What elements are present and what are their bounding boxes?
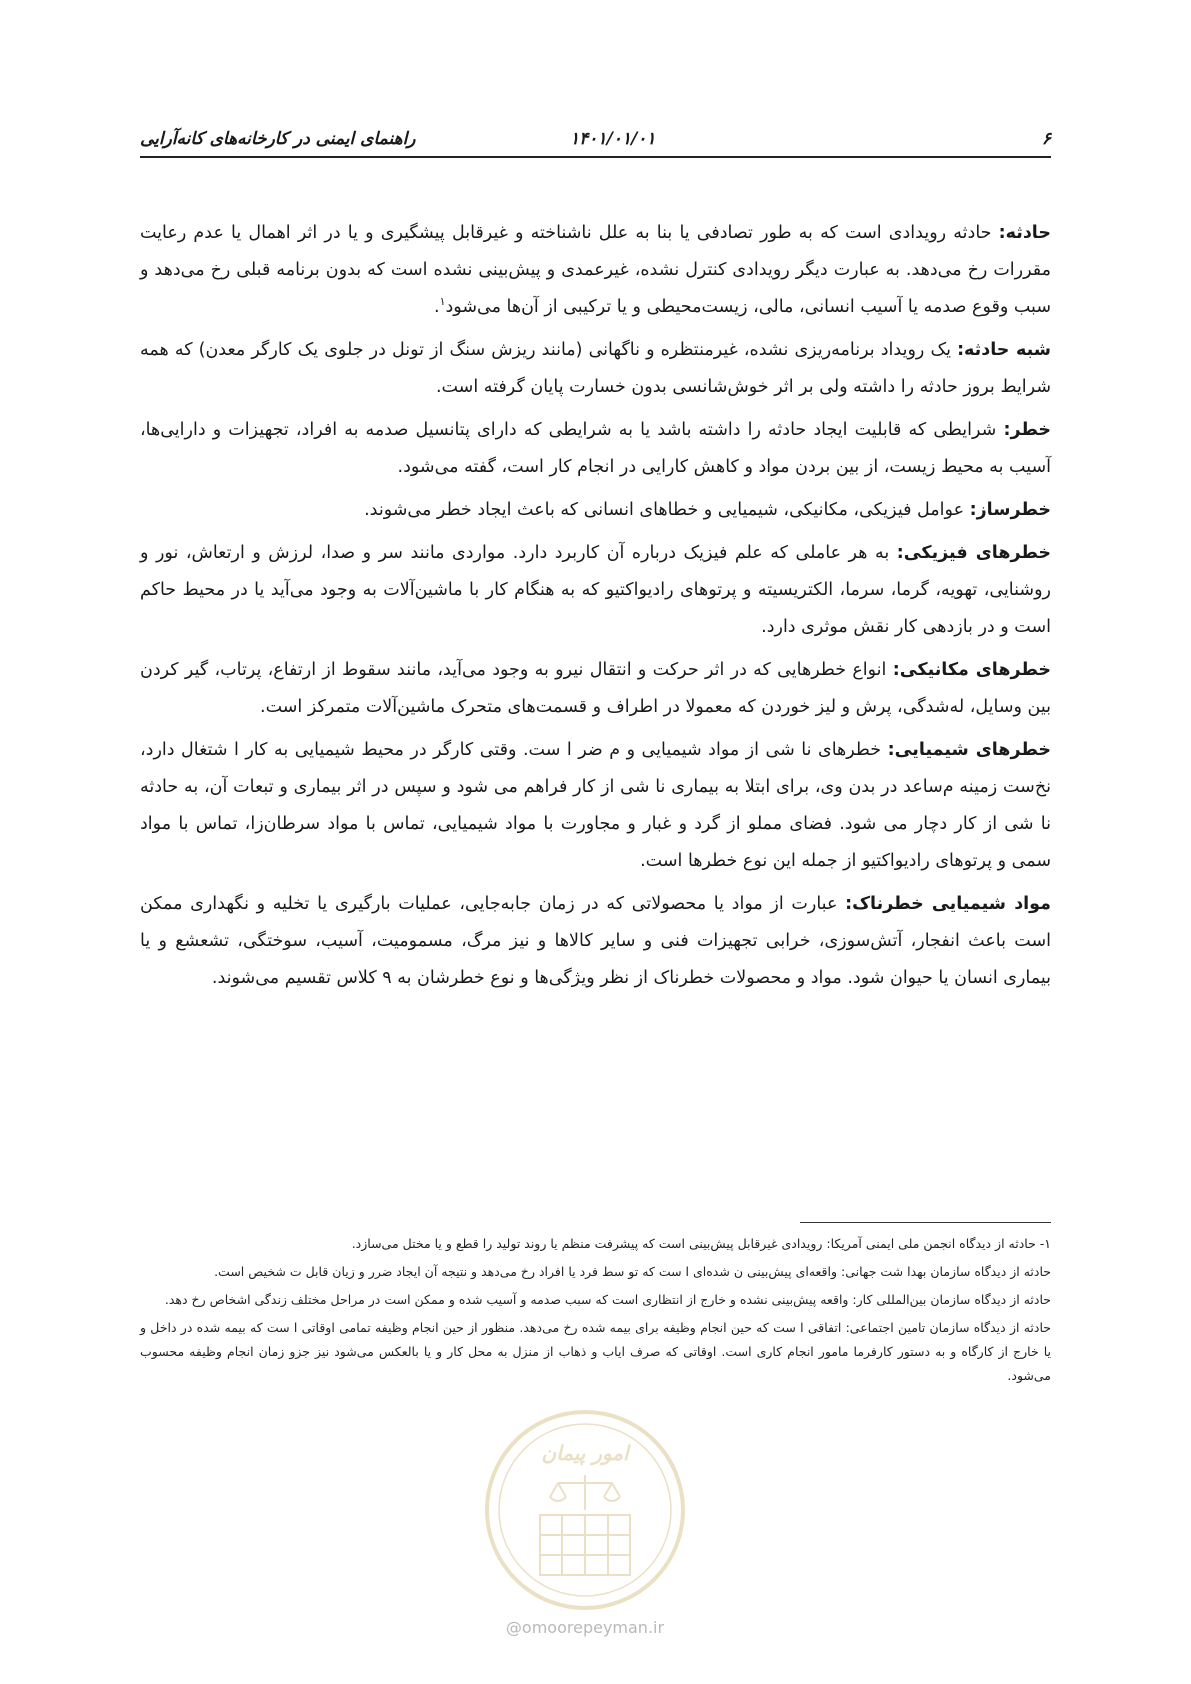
term: حادثه: <box>998 223 1051 243</box>
footnote-divider <box>800 1222 1051 1223</box>
definition-text: حادثه رویدادی است که به طور تصادفی یا بنا به علل ناشناخته و غیرقابل پیشگیری و یا در اثر اهمال یا عدم رعایت مقررات رخ می‌دهد. به عبارت دیگر رویدادی کنترل نشده، غیرعمدی و پیش‌بینی نشده است که بدون برنامه قبلی رخ می‌دهد و سبب وقوع صدمه یا آسیب انسانی، مالی، زیست‌محیطی و یا ترکیبی از آن‌ها می‌شود <box>140 223 1051 317</box>
definition-text: عوامل فیزیکی، مکانیکی، شیمیایی و خطاهای انسانی که باعث ایجاد خطر می‌شوند. <box>364 500 970 520</box>
header-divider <box>140 156 1051 158</box>
main-text <box>140 215 1051 1003</box>
term: خطر: <box>1003 420 1051 440</box>
watermark-scales-icon <box>550 1475 620 1510</box>
definition-physical-hazards <box>140 535 1051 646</box>
footnote: ۱- حادثه از دیدگاه انجمن ملی ایمنی آمریکا: رویدادی غیرقابل پیش‌بینی است که پیشرفت منظم یا روند تولید را قطع و یا مختل می‌سازد. <box>351 1236 1051 1251</box>
watermark-grid-icon <box>540 1515 630 1575</box>
definition-text: انواع خطرهایی که در اثر حرکت و انتقال نیرو به وجود می‌آید، مانند سقوط از ارتفاع، پرتاب، گیر کردن بین وسایل، له‌شدگی، پرش و لیز خوردن که معمولا در اطراف و قسمت‌های متحرک ماشین‌آلات متمرکز است. <box>140 660 1051 717</box>
definition-hazard <box>140 412 1051 486</box>
definition-text: خطرهای نا شی از مواد شیمیایی و م ضر ا ست. وقتی کارگر در محیط شیمیایی به کار ا شتغال دارد، نخ‌ست زمینه م‌ساعد در بدن وی، برای ابتلا به بیماری نا شی از کار فراهم می شود و سپس در اثر بیماری و تبعات آن، به حادثه نا شی از کار دچار می شود. فضای مملو از گرد و غبار و مجاورت با مواد شیمیایی، تماس با مواد سرطان‌زا، تماس با مواد سمی و پرتوهای رادیواکتیو از جمله این نوع خطرها است. <box>140 740 1051 871</box>
term: خطرهای شیمیایی: <box>887 740 1051 760</box>
term: مواد شیمیایی خطرناک: <box>845 894 1051 914</box>
footnotes <box>140 1232 1051 1392</box>
watermark-url: @omoorepeyman.ir <box>505 1618 665 1637</box>
definition-text: به هر عاملی که علم فیزیک درباره آن کاربرد دارد. مواردی مانند سر و صدا، لرزش و ارتعاش، نور و روشنایی، تهویه، گرما، سرما، الکتریسیته و پرتوهای رادیواکتیو که به هنگام کار با ماشین‌آلات به وجود می‌آید یا در محیط حاکم است و در بازدهی کار نقش موثری دارد. <box>140 543 1051 637</box>
definition-text: یک رویداد برنامه‌ریزی نشده، غیرمنتظره و ناگهانی (مانند ریزش سنگ از تونل در جلوی یک کارگر معدن) که همه شرایط بروز حادثه را داشته ولی بر اثر خوش‌شانسی بدون خسارت پایان گرفته است. <box>140 340 1051 397</box>
footnote: حادثه از دیدگاه سازمان بهدا شت جهانی: واقعه‌ای پیش‌بینی ن شده‌ای ا ست که تو سط فرد یا افراد رخ می‌دهد و نتیجه آن ایجاد ضرر و زیان قابل ت شخیص است. <box>214 1264 1051 1279</box>
definition-text: شرایطی که قابلیت ایجاد حادثه را داشته باشد یا به شرایطی که دارای پتانسیل صدمه به افراد، تجهیزات و دارایی‌ها، آسیب به محیط زیست، از بین بردن مواد و کاهش کارایی در انجام کار است، گفته می‌شود. <box>140 420 1051 477</box>
definition-accident: حادثه: حادثه رویدادی است که به طور تصادفی یا بنا به علل ناشناخته و غیرقابل پیشگیری و یا در اثر اهمال یا عدم رعایت مقررات رخ می‌دهد. به عبارت دیگر رویدادی کنترل نشده، غیرعمدی و پیش‌بینی نشده است که بدون برنامه قبلی رخ می‌دهد و سبب وقوع صدمه یا آسیب انسانی، مالی، زیست‌محیطی و یا ترکیبی از آن‌ها می‌شود$^۱$. <box>140 223 1051 317</box>
definition-chemical-hazards <box>140 732 1051 880</box>
definition-hazardous-chemicals <box>140 886 1051 997</box>
page-number: ۶ <box>1041 129 1051 149</box>
term: خطرهای فیزیکی: <box>896 543 1051 563</box>
footnote-ref[interactable]: ۱ <box>439 295 446 309</box>
watermark-logo-text: امور پیمان <box>541 1441 629 1465</box>
definition-hazard-source <box>140 492 1051 529</box>
definition-mechanical-hazards <box>140 652 1051 726</box>
page-header <box>140 125 1051 155</box>
definition-text: عبارت از مواد یا محصولاتی که در زمان جابه‌جایی، عملیات بارگیری یا تخلیه و نگهداری ممکن است باعث انفجار، آتش‌سوزی، خرابی تجهیزات فنی و سایر کالاها و نیز مرگ، مسمومیت، آسیب، سوختگی، تشعشع و یا بیماری انسان یا حیوان شود. مواد و محصولات خطرناک از نظر ویژگی‌ها و نوع خطرشان به ۹ کلاس تقسیم می‌شوند. <box>140 894 1051 988</box>
header-date: ۱۴۰۱/۰۱/۰۱ <box>570 129 656 149</box>
term: شبه حادثه: <box>957 340 1051 360</box>
footnote: حادثه از دیدگاه سازمان بین‌المللی کار: واقعه پیش‌بینی نشده و خارج از انتظاری است که سبب صدمه و آسیب شده و ممکن است در مراحل مختلف زندگی اشخاص رخ دهد. <box>164 1292 1051 1307</box>
running-title: راهنمای ایمنی در کارخانه‌های کانه‌آرایی <box>140 129 416 149</box>
footnote: حادثه از دیدگاه سازمان تامین اجتماعی: اتفاقی ا ست که حین انجام وظیفه برای بیمه شده رخ می‌دهد. منظور از حین انجام وظیفه تمامی اوقاتی ا ست که بیمه شده در داخل و یا خارج از کارگاه و به دستور کارفرما مامور انجام کاری است. اوقاتی که صرف ایاب و ذهاب از منزل به محل کار و یا بالعکس می‌شود نیز جزو زمان انجام وظیفه محسوب می‌شود. <box>140 1320 1051 1383</box>
definition-near-miss <box>140 332 1051 406</box>
watermark-logo <box>480 1405 690 1615</box>
term: خطرهای مکانیکی: <box>892 660 1051 680</box>
term: خطرساز: <box>969 500 1051 520</box>
